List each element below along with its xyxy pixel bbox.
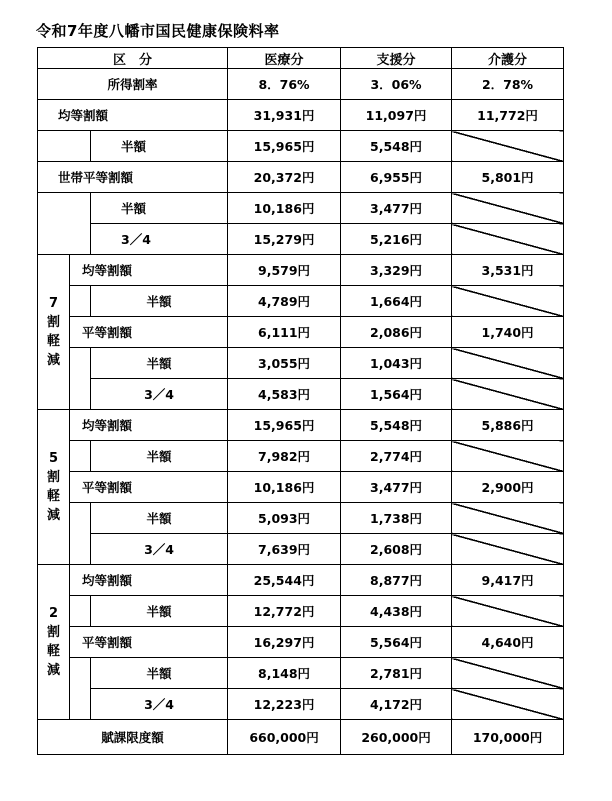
r5-household-care: 2,900円 xyxy=(452,472,564,503)
header-support: 支援分 xyxy=(341,48,452,69)
r7-household-support: 2,086円 xyxy=(341,317,452,348)
r2-per-capita-medical: 25,544円 xyxy=(228,565,341,596)
r2-per-capita-half-row xyxy=(38,596,564,627)
reduction-5-label: 5 割 軽 減 xyxy=(38,410,70,565)
r7-per-capita-row xyxy=(38,255,564,286)
per-capita-half-medical: 15,965円 xyxy=(228,131,341,162)
r7-household-label: 平等割額 xyxy=(70,317,228,348)
r5-household-tq-support: 2,608円 xyxy=(341,534,452,565)
per-capita-half-row xyxy=(38,131,564,162)
r7-per-capita-support: 3,329円 xyxy=(341,255,452,286)
r2-household-medical: 16,297円 xyxy=(228,627,341,658)
r2-per-capita-half-label: 半額 xyxy=(91,596,228,627)
r2-per-capita-half-support: 4,438円 xyxy=(341,596,452,627)
not-applicable-cell xyxy=(452,286,564,317)
header-row xyxy=(38,48,564,69)
not-applicable-cell xyxy=(452,193,564,224)
r7-per-capita-care: 3,531円 xyxy=(452,255,564,286)
r2-per-capita-support: 8,877円 xyxy=(341,565,452,596)
r2-per-capita-half-medical: 12,772円 xyxy=(228,596,341,627)
per-household-medical: 20,372円 xyxy=(228,162,341,193)
r7-household-row xyxy=(38,317,564,348)
r7-household-half-label: 半額 xyxy=(91,348,228,379)
r7-household-care: 1,740円 xyxy=(452,317,564,348)
per-capita-half-label: 半額 xyxy=(91,131,228,162)
r2-household-half-medical: 8,148円 xyxy=(228,658,341,689)
r5-household-medical: 10,186円 xyxy=(228,472,341,503)
header-medical: 医療分 xyxy=(228,48,341,69)
r2-household-half-label: 半額 xyxy=(91,658,228,689)
r7-household-medical: 6,111円 xyxy=(228,317,341,348)
r5-household-half-label: 半額 xyxy=(91,503,228,534)
not-applicable-cell xyxy=(452,379,564,410)
r5-per-capita-half-support: 2,774円 xyxy=(341,441,452,472)
not-applicable-cell xyxy=(452,689,564,720)
limit-support: 260,000円 xyxy=(341,720,452,755)
header-care: 介護分 xyxy=(452,48,564,69)
indent-cell xyxy=(70,286,91,317)
indent-cell xyxy=(38,131,91,162)
r7-household-tq-label: 3／4 xyxy=(91,379,228,410)
r5-household-tq-medical: 7,639円 xyxy=(228,534,341,565)
not-applicable-cell xyxy=(452,658,564,689)
r2-household-tq-label: 3／4 xyxy=(91,689,228,720)
r7-per-capita-half-label: 半額 xyxy=(91,286,228,317)
per-household-support: 6,955円 xyxy=(341,162,452,193)
limit-row xyxy=(38,720,564,755)
per-household-label: 世帯平等割額 xyxy=(38,162,228,193)
not-applicable-cell xyxy=(452,348,564,379)
r7-household-tq-medical: 4,583円 xyxy=(228,379,341,410)
r2-per-capita-label: 均等割額 xyxy=(70,565,228,596)
r5-per-capita-care: 5,886円 xyxy=(452,410,564,441)
limit-label: 賦課限度額 xyxy=(38,720,228,755)
not-applicable-cell xyxy=(452,596,564,627)
r5-household-half-medical: 5,093円 xyxy=(228,503,341,534)
r5-household-row xyxy=(38,472,564,503)
indent-cell xyxy=(70,441,91,472)
r7-per-capita-half-support: 1,664円 xyxy=(341,286,452,317)
page-title: 令和7年度八幡市国民健康保険料率 xyxy=(36,22,280,40)
limit-medical: 660,000円 xyxy=(228,720,341,755)
per-household-tq-label: 3／4 xyxy=(91,224,228,255)
income-rate-row xyxy=(38,69,564,100)
r2-household-tq-medical: 12,223円 xyxy=(228,689,341,720)
r2-household-half-row xyxy=(38,658,564,689)
r7-household-tq-row xyxy=(38,379,564,410)
r5-per-capita-half-label: 半額 xyxy=(91,441,228,472)
r2-per-capita-row xyxy=(38,565,564,596)
reduction-7-label: 7 割 軽 減 xyxy=(38,255,70,410)
per-capita-half-support: 5,548円 xyxy=(341,131,452,162)
r5-household-support: 3,477円 xyxy=(341,472,452,503)
premium-rate-table xyxy=(37,47,564,755)
r2-household-half-support: 2,781円 xyxy=(341,658,452,689)
r7-per-capita-medical: 9,579円 xyxy=(228,255,341,286)
not-applicable-cell xyxy=(452,224,564,255)
not-applicable-cell xyxy=(452,441,564,472)
indent-cell xyxy=(38,193,91,255)
not-applicable-cell xyxy=(452,503,564,534)
per-capita-medical: 31,931円 xyxy=(228,100,341,131)
not-applicable-cell xyxy=(452,534,564,565)
r5-household-half-support: 1,738円 xyxy=(341,503,452,534)
income-rate-care: 2．78% xyxy=(452,69,564,100)
r5-household-tq-row xyxy=(38,534,564,565)
r2-household-label: 平等割額 xyxy=(70,627,228,658)
income-rate-support: 3．06% xyxy=(341,69,452,100)
indent-cell xyxy=(70,348,91,410)
r7-per-capita-label: 均等割額 xyxy=(70,255,228,286)
per-household-half-support: 3,477円 xyxy=(341,193,452,224)
per-household-tq-medical: 15,279円 xyxy=(228,224,341,255)
per-household-half-row xyxy=(38,193,564,224)
not-applicable-cell xyxy=(452,131,564,162)
reduction-2-label: 2 割 軽 減 xyxy=(38,565,70,720)
per-capita-label: 均等割額 xyxy=(38,100,228,131)
r7-household-tq-support: 1,564円 xyxy=(341,379,452,410)
r7-per-capita-half-medical: 4,789円 xyxy=(228,286,341,317)
header-category: 区 分 xyxy=(38,48,228,69)
indent-cell xyxy=(70,658,91,720)
r2-household-support: 5,564円 xyxy=(341,627,452,658)
r5-per-capita-medical: 15,965円 xyxy=(228,410,341,441)
r7-household-half-support: 1,043円 xyxy=(341,348,452,379)
r2-household-tq-support: 4,172円 xyxy=(341,689,452,720)
r5-per-capita-label: 均等割額 xyxy=(70,410,228,441)
indent-cell xyxy=(70,596,91,627)
per-household-tq-row xyxy=(38,224,564,255)
r5-per-capita-support: 5,548円 xyxy=(341,410,452,441)
per-household-care: 5,801円 xyxy=(452,162,564,193)
income-rate-medical: 8．76% xyxy=(228,69,341,100)
r5-household-half-row xyxy=(38,503,564,534)
r2-household-tq-row xyxy=(38,689,564,720)
per-capita-support: 11,097円 xyxy=(341,100,452,131)
r2-household-row xyxy=(38,627,564,658)
r5-household-label: 平等割額 xyxy=(70,472,228,503)
r7-per-capita-half-row xyxy=(38,286,564,317)
r2-household-care: 4,640円 xyxy=(452,627,564,658)
r5-per-capita-half-row xyxy=(38,441,564,472)
r7-household-half-medical: 3,055円 xyxy=(228,348,341,379)
per-household-row xyxy=(38,162,564,193)
r5-per-capita-row xyxy=(38,410,564,441)
per-capita-care: 11,772円 xyxy=(452,100,564,131)
per-household-half-medical: 10,186円 xyxy=(228,193,341,224)
indent-cell xyxy=(70,503,91,565)
limit-care: 170,000円 xyxy=(452,720,564,755)
income-rate-label: 所得割率 xyxy=(38,69,228,100)
r2-per-capita-care: 9,417円 xyxy=(452,565,564,596)
r5-per-capita-half-medical: 7,982円 xyxy=(228,441,341,472)
per-capita-row xyxy=(38,100,564,131)
per-household-tq-support: 5,216円 xyxy=(341,224,452,255)
r5-household-tq-label: 3／4 xyxy=(91,534,228,565)
per-household-half-label: 半額 xyxy=(91,193,228,224)
r7-household-half-row xyxy=(38,348,564,379)
